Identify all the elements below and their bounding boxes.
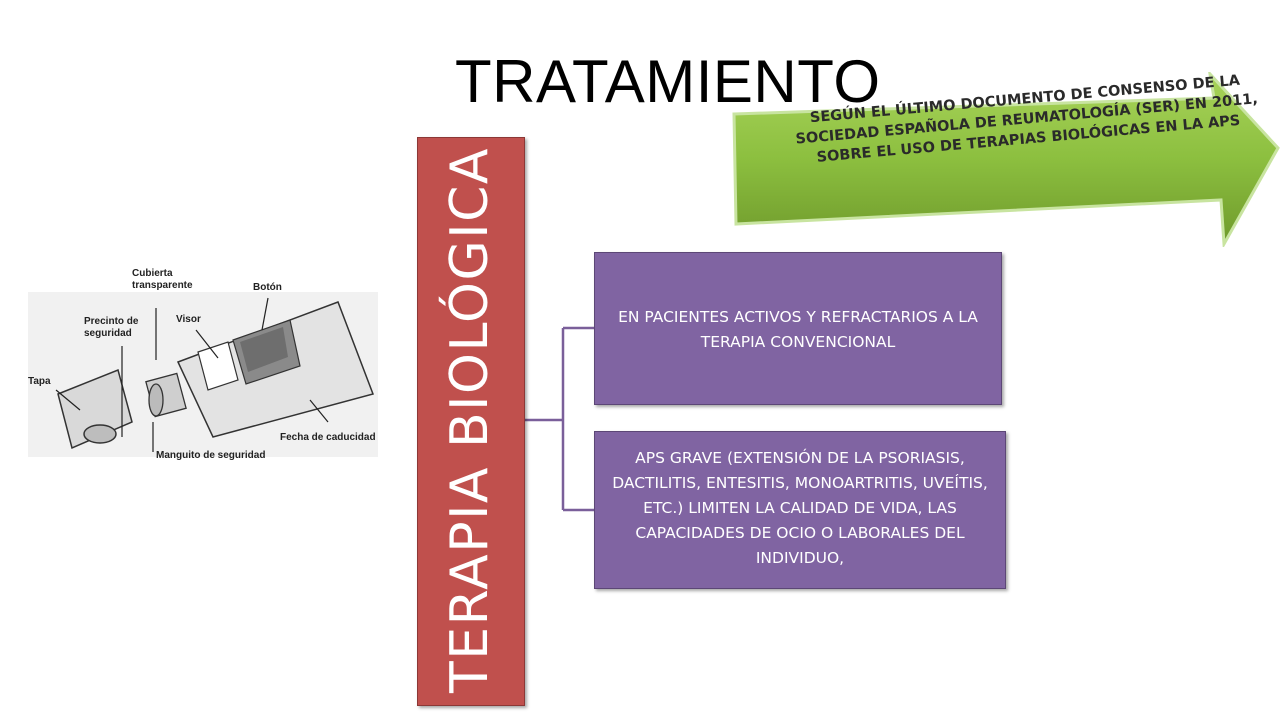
criteria-box-2-text: APS GRAVE (EXTENSIÓN DE LA PSORIASIS, DACTILITIS, ENTESITIS, MONOARTRITIS, UVEÍTIS, ETC.) LIMITEN LA CALIDAD DE VIDA, LAS CAPACIDADES DE OCIO O LABORALES DEL INDIVIDUO,: [612, 449, 988, 567]
criteria-box-1-text: EN PACIENTES ACTIVOS Y REFRACTARIOS A LA TERAPIA CONVENCIONAL: [618, 308, 978, 351]
label-precinto: Precinto de: [84, 316, 139, 327]
label-boton: Botón: [253, 282, 282, 293]
label-cubierta: Cubierta: [132, 268, 173, 279]
slide-title: TRATAMIENTO: [455, 48, 881, 115]
label-transparente: transparente: [132, 280, 193, 291]
label-fecha: Fecha de caducidad: [280, 432, 376, 443]
terapia-biologica-label: TERAPIA BIOLÓGICA: [440, 146, 500, 694]
label-visor: Visor: [176, 314, 201, 325]
criteria-box-1: [594, 252, 1002, 405]
label-tapa: Tapa: [28, 376, 51, 387]
pen-injector-diagram: [28, 262, 378, 467]
arrow-text: SEGÚN EL ÚLTIMO DOCUMENTO DE CONSENSO DE LA SOCIEDAD ESPAÑOLA DE REUMATOLOGÍA (SER) EN 2011, SOBRE EL USO DE TERAPIAS BIOLÓGICAS EN LA APS: [794, 72, 1259, 166]
criteria-box-2: [594, 431, 1006, 589]
label-manguito: Manguito de seguridad: [156, 450, 266, 461]
label-seguridad: seguridad: [84, 328, 132, 339]
